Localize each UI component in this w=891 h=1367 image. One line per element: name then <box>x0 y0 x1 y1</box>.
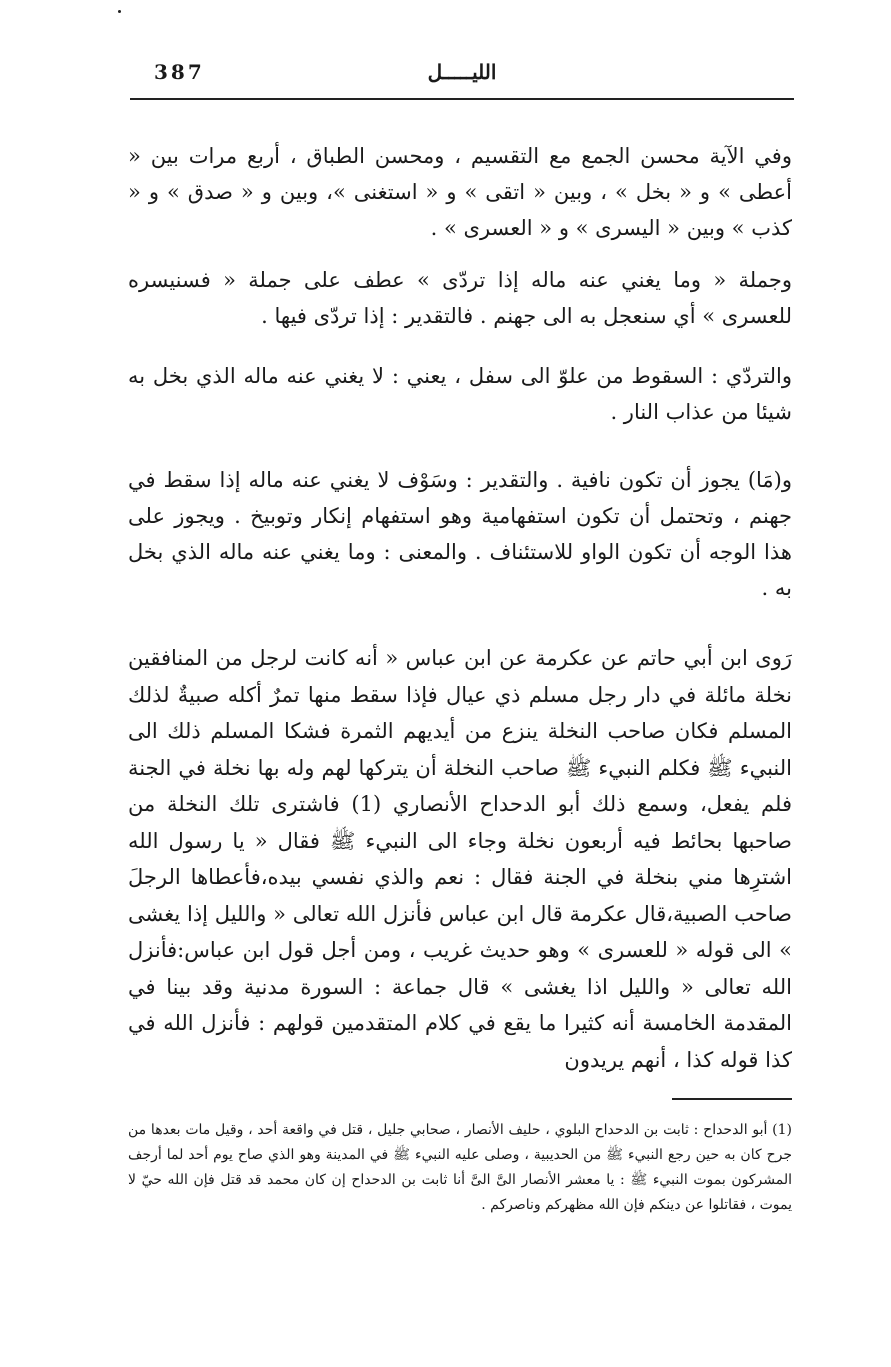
header-rule <box>130 98 794 100</box>
paragraph: رَوى ابن أبي حاتم عن عكرمة عن ابن عباس « أنه كانت لرجل من المنافقين نخلة مائلة في دار رجل مسلم ذي عيال فإذا سقط منها تمرٌ أكله صبيةٌ لذلك المسلم فكان صاحب النخلة ينزع من أيديهم الثمرة فشكا المسلم ذلك الى النبيء ﷺ فكلم النبيء ﷺ صاحب النخلة أن يتركها لهم وله بها نخلة في الجنة فلم يفعل، وسمع ذلك أبو الدحداح الأنصاري (1) فاشترى تلك النخلة من صاحبها بحائط فيه أربعون نخلة وجاء الى النبيء ﷺ فقال « يا رسول الله اشترِها مني بنخلة في الجنة فقال : نعم والذي نفسي بيده،فأعطاها الرجلَ صاحب الصبية،قال عكرمة قال ابن عباس فأنزل الله تعالى « والليل إذا يغشى » الى قوله « للعسرى » وهو حديث غريب ، ومن أجل قول ابن عباس:فأنزل الله تعالى « والليل اذا يغشى » قال جماعة : السورة مدنية وقد بينا في المقدمة الخامسة أنه كثيرا ما يقع في كلام المتقدمين قولهم : فأنزل الله في كذا قوله كذا ، أنهم يريدون <box>128 646 792 1072</box>
running-title: الليـــــل <box>427 60 497 84</box>
stray-dot <box>118 10 121 13</box>
page-number: 387 <box>154 60 205 84</box>
paragraph: و(مَا) يجوز أن تكون نافية . والتقدير : وسَوْف لا يغني عنه ماله إذا سقط في جهنم ، وتحتمل أن تكون استفهامية وهو استفهام إنكار وتوبيخ . ويجوز على هذا الوجه أن تكون الواو للاستئناف . والمعنى : وما يغني عنه ماله الذي بخل به . <box>128 468 792 600</box>
body-text <box>128 138 792 1078</box>
paragraph: وجملة « وما يغني عنه ماله إذا تردّى » عطف على جملة « فسنيسره للعسرى » أي سنعجل به الى جهنم . فالتقدير : إذا تردّى فيها . <box>128 268 792 328</box>
paragraph: وفي الآية محسن الجمع مع التقسيم ، ومحسن الطباق ، أربع مرات بين « أعطى » و « بخل » ، وبين « اتقى » و « استغنى »، وبين و « صدق » و « كذب » وبين « اليسرى » و « العسرى » . <box>128 144 792 240</box>
footnote: (1) أبو الدحداح : ثابت بن الدحداح البلوي ، حليف الأنصار ، صحابي جليل ، قتل في واقعة أحد ، وقيل مات بعدها من جرح كان به حين رجع النبيء ﷺ من الحديبية ، وصلى عليه النبيء ﷺ في المدينة وهو الذي صاح يوم أحد لما أرجف المشركون بموت النبيء ﷺ : يا معشر الأنصار الىَّ الىَّ أنا ثابت بن الدحداح إن كان محمد قد قتل فإن الله حيّ لا يموت ، فقاتلوا عن دينكم فإن الله مظهركم وناصركم . <box>128 1122 792 1213</box>
paragraph: والتردّي : السقوط من علوّ الى سفل ، يعني : لا يغني عنه ماله الذي بخل به شيئا من عذاب النار . <box>128 364 792 424</box>
footnotes <box>128 1118 792 1218</box>
page-header <box>130 58 794 102</box>
footnote-rule <box>672 1098 792 1100</box>
